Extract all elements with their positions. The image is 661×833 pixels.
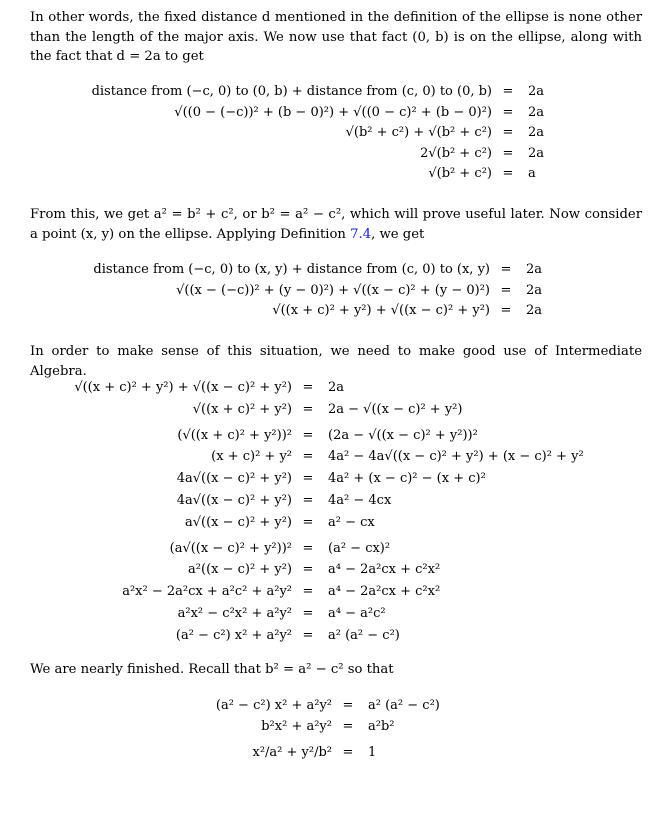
eq3-row [0,400,661,420]
equals-sign: = [302,584,314,600]
paragraph-2-text-b: , we get [371,226,425,242]
equation-lhs: (a√((x − c)² + y²))² [169,540,292,556]
eq3-row [0,582,661,602]
equation-lhs: √((x + c)² + y²) + √((x − c)² + y²) [74,380,292,395]
equation-rhs: 2a − √((x − c)² + y²) [328,401,463,417]
equation-lhs: √(b² + c²) + √(b² + c²) [345,125,492,140]
equation-rhs: a² (a² − c²) [328,627,400,643]
equation-rhs: 2a [528,125,545,140]
eq3-row [0,539,661,559]
equals-sign: = [342,718,354,734]
equation-lhs: √(b² + c²) [428,166,492,181]
equals-sign: = [302,380,314,395]
eq1-row [0,123,661,143]
equals-sign: = [302,514,314,530]
equation-rhs: 2a [526,262,543,277]
equation-lhs: b²x² + a²y² [261,718,332,734]
equation-rhs: a²b² [368,718,395,734]
equation-rhs: a⁴ − 2a²cx + c²x² [328,584,441,600]
equation-rhs: 2a [528,104,545,120]
eq3-row [0,491,661,511]
eq3-row [0,447,661,467]
equation-lhs: 4a√((x − c)² + y²) [176,471,292,487]
equals-sign: = [302,401,314,417]
equation-lhs: √((0 − (−c))² + (b − 0)²) + √((0 − c)² + (b − 0)²) [174,104,492,120]
equals-sign: = [302,562,314,578]
equals-sign: = [502,125,514,140]
equation-rhs: 4a² + (x − c)² − (x + c)² [328,471,486,487]
equals-sign: = [502,145,514,161]
equation-lhs: 4a√((x − c)² + y²) [176,493,292,508]
equation-lhs: (x + c)² + y² [211,449,292,465]
equation-block-3 [0,378,661,646]
eq3-row [0,626,661,646]
equals-sign: = [502,166,514,181]
equation-rhs: 2a [328,380,345,395]
equation-rhs: a⁴ − a²c² [328,606,386,621]
eq4-row [0,743,661,763]
equation-lhs: a²((x − c)² + y²) [188,562,292,578]
equation-lhs: a²x² − 2a²cx + a²c² + a²y² [122,584,292,600]
eq3-row [0,426,661,446]
eq1-row [0,103,661,123]
equation-block-4 [0,696,661,780]
equation-lhs: √((x − (−c))² + (y − 0)²) + √((x − c)² + (y − 0)²) [176,282,490,298]
equals-sign: = [302,540,314,556]
equals-sign: = [302,606,314,621]
equation-rhs: 2a [528,84,545,99]
equals-sign: = [342,698,354,713]
equals-sign: = [502,84,514,99]
eq3-row [0,513,661,533]
eq2-row [0,281,661,301]
eq4-row [0,696,661,716]
eq4-row [0,717,661,737]
eq3-row [0,469,661,489]
equation-lhs: x²/a² + y²/b² [252,745,332,760]
paragraph-2-text-a: From this, we get a² = b² + c², or b² = a² − c², which will prove useful later. Now consider a point (x, y) on the ellipse. Applying Definition [30,207,642,242]
equation-rhs: 1 [368,745,377,760]
equation-rhs: 4a² − 4a√((x − c)² + y²) + (x − c)² + y² [328,449,584,465]
paragraph-1: In other words, the fixed distance d mentioned in the definition of the ellipse is none other than the length of the major axis. We now use that fact (0, b) is on the ellipse, along with the fact that d = 2a to get [30,10,642,64]
eq3-row [0,378,661,398]
equals-sign: = [500,303,512,318]
equation-rhs: 2a [526,303,543,318]
equation-lhs: distance from (−c, 0) to (0, b) + distance from (c, 0) to (0, b) [91,84,492,99]
eq3-row [0,604,661,624]
equals-sign: = [302,627,314,643]
eq2-row [0,260,661,280]
equation-lhs: distance from (−c, 0) to (x, y) + distance from (c, 0) to (x, y) [93,262,490,277]
paragraph-2 [30,205,642,244]
equation-rhs: a² − cx [328,514,375,530]
equation-lhs: 2√(b² + c²) [420,145,492,161]
eq3-row [0,560,661,580]
equation-block-1 [0,82,661,192]
eq1-row [0,144,661,164]
equation-rhs: a⁴ − 2a²cx + c²x² [328,562,441,578]
equation-lhs: (a² − c²) x² + a²y² [175,627,292,643]
equation-lhs: a²x² − c²x² + a²y² [177,606,292,621]
equation-lhs: √((x + c)² + y²) + √((x − c)² + y²) [272,303,490,318]
equation-rhs: 2a [526,282,543,298]
equation-rhs: (a² − cx)² [328,540,391,556]
paragraph-4: We are nearly finished. Recall that b² = a² − c² so that [30,662,394,677]
equals-sign: = [302,471,314,487]
eq2-row [0,301,661,321]
equation-rhs: 2a [528,145,545,161]
equation-lhs: a√((x − c)² + y²) [184,514,292,530]
equation-rhs: (2a − √((x − c)² + y²))² [328,427,478,443]
definition-link[interactable]: 7.4 [350,226,372,242]
equals-sign: = [502,104,514,120]
eq1-row [0,164,661,184]
paragraph-3: In order to make sense of this situation, we need to make good use of Intermediate Algebra. [30,344,642,379]
eq1-row [0,82,661,102]
equals-sign: = [342,745,354,760]
equation-rhs: a² (a² − c²) [368,698,440,713]
equals-sign: = [500,282,512,298]
equation-block-2 [0,260,661,326]
equals-sign: = [302,449,314,465]
equation-lhs: √((x + c)² + y²) [192,401,292,417]
equation-rhs: a [528,166,536,181]
equals-sign: = [500,262,512,277]
equation-rhs: 4a² − 4cx [328,493,392,508]
equation-lhs: (√((x + c)² + y²))² [177,427,292,443]
equals-sign: = [302,427,314,443]
equals-sign: = [302,493,314,508]
equation-lhs: (a² − c²) x² + a²y² [215,698,332,713]
